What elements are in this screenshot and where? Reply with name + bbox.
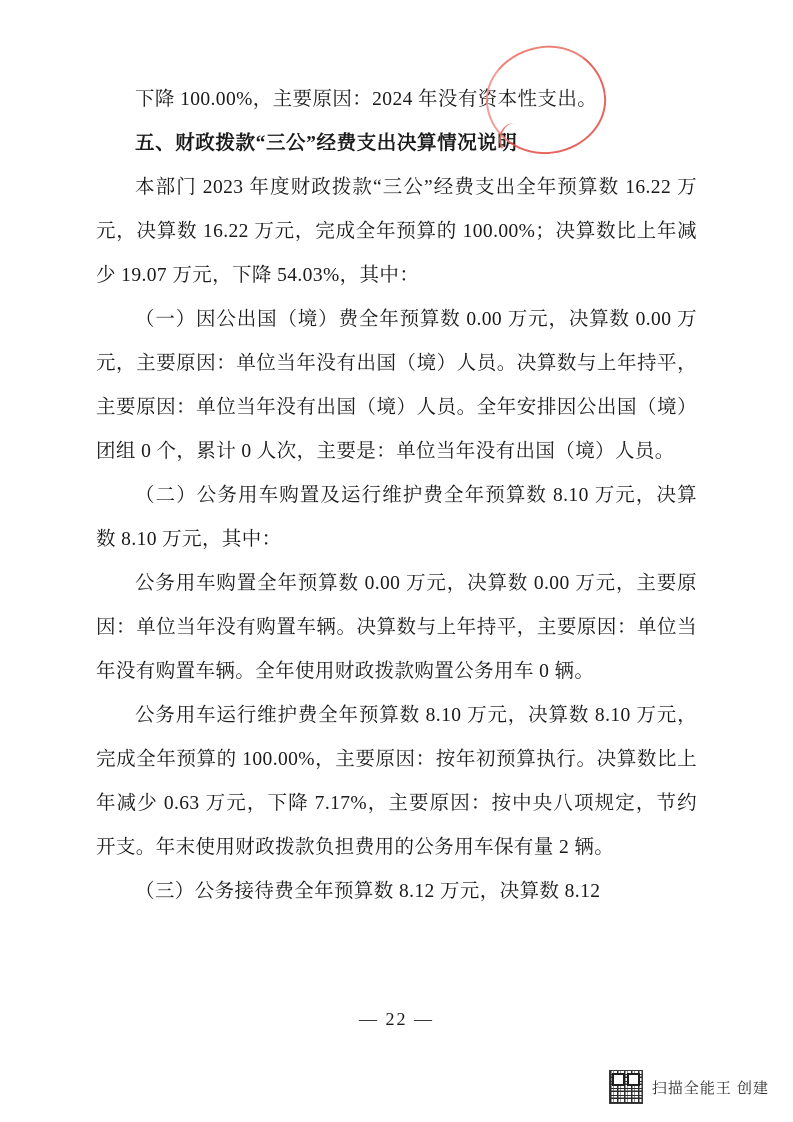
paragraph: 公务用车购置全年预算数 0.00 万元，决算数 0.00 万元，主要原因：单位当年没有购置车辆。决算数与上年持平，主要原因：单位当年没有购置车辆。全年使用财政拨款购置公务用车 0 辆。 xyxy=(96,573,697,682)
paragraph: （一）因公出国（境）费全年预算数 0.00 万元，决算数 0.00 万元，主要原因：单位当年没有出国（境）人员。决算数与上年持平，主要原因：单位当年没有出国（境）人员。全年安排因公出国（境）团组 0 个，累计 0 人次，主要是：单位当年没有出国（境）人员。 xyxy=(96,309,697,462)
paragraph: （二）公务用车购置及运行维护费全年预算数 8.10 万元，决算数 8.10 万元，其中： xyxy=(96,485,697,550)
paragraph: 本部门 2023 年度财政拨款“三公”经费支出全年预算数 16.22 万元，决算数 16.22 万元，完成全年预算的 100.00%；决算数比上年减少 19.07 万元，下降 54.03%，其中： xyxy=(96,177,697,286)
paragraph: （三）公务接待费全年预算数 8.12 万元，决算数 8.12 xyxy=(135,881,601,902)
document-body xyxy=(96,78,697,914)
paragraph: 下降 100.00%，主要原因：2024 年没有资本性支出。 xyxy=(135,89,598,110)
watermark-label: 扫描全能王 创建 xyxy=(651,1079,769,1097)
page-number: — 22 — xyxy=(359,1009,434,1029)
paragraph: 公务用车运行维护费全年预算数 8.10 万元，决算数 8.10 万元，完成全年预算的 100.00%，主要原因：按年初预算执行。决算数比上年减少 0.63 万元，下降 7.17%，主要原因：按中央八项规定，节约开支。年末使用财政拨款负担费用的公务用车保有量 2 辆。 xyxy=(96,705,697,858)
watermark xyxy=(609,1070,769,1104)
section-heading: 五、财政拨款“三公”经费支出决算情况说明 xyxy=(135,133,518,154)
qr-code-icon xyxy=(609,1070,643,1104)
